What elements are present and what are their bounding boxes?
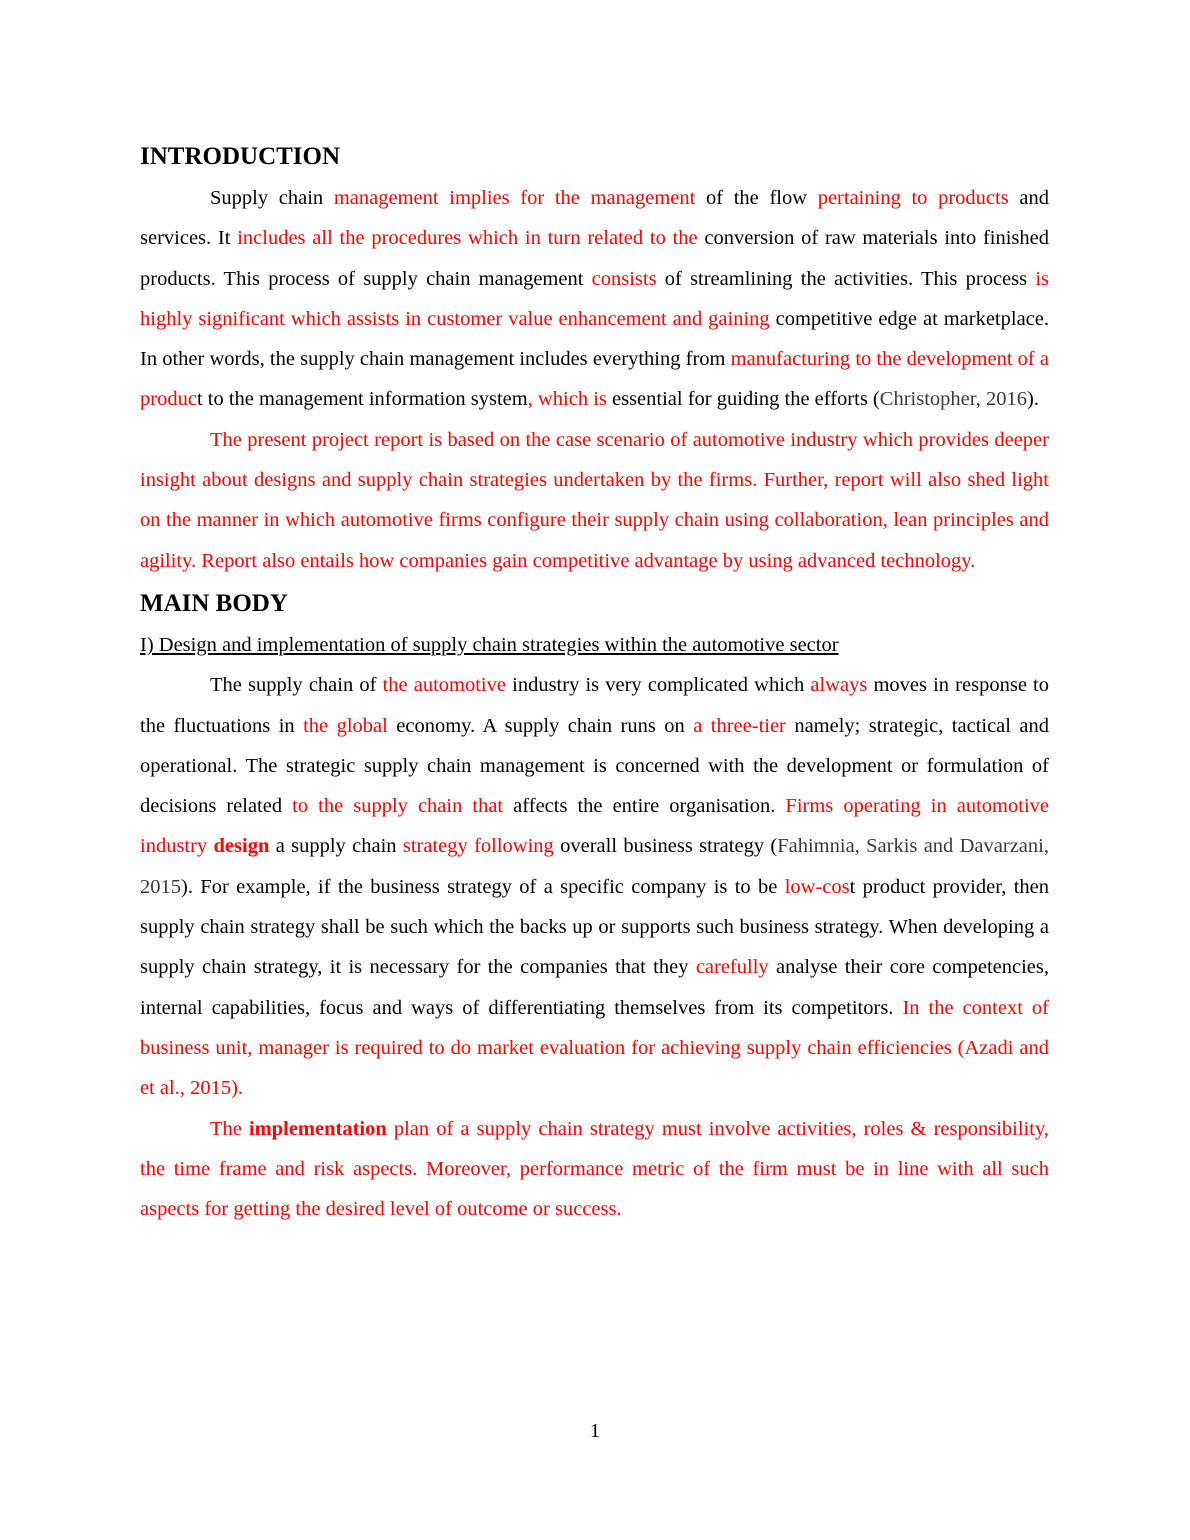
section-1-paragraph-2 (140, 1109, 1049, 1230)
text-run: always (810, 674, 868, 697)
text-run: ). (1027, 388, 1039, 411)
text-run: and services. It (140, 187, 1049, 250)
text-run: overall business strategy ( (553, 835, 778, 858)
text-run: strategy following (402, 835, 554, 858)
text-run: the automotive (382, 674, 506, 697)
text-run: t to the management information system (196, 388, 528, 411)
text-run: essential for guiding the efforts ( (606, 388, 880, 411)
text-run: carefully (695, 956, 769, 979)
text-run: moves in response to the fluctuations in (140, 674, 1049, 737)
text-run: namely; strategic, tactical and operational. The strategic supply chain management is concerned with the development or formulation of decisions related (140, 714, 1050, 818)
text-run: consists (591, 267, 657, 290)
text-run: manufacturing to the development of a produc (140, 348, 1049, 411)
introduction-heading: INTRODUCTION (140, 143, 341, 170)
text-run: Christopher, 2016 (879, 388, 1027, 411)
main-body-heading: MAIN BODY (140, 589, 288, 617)
text-run: The supply chain of (210, 674, 383, 697)
text-run: a three-tier (693, 714, 786, 737)
text-run: The present project report is based on the case scenario of automotive industry which provides deeper insight about designs and supply chain strategies undertaken by the firms. Further, report will also shed light on the manner in which automotive firms configure their supply chain using collaboration, lean principles and agility. Report also entails how companies gain competitive advantage by using advanced technology. (140, 428, 1049, 572)
text-run: ). For example, if the business strategy of a specific company is to be (181, 875, 785, 898)
text-run: analyse their core competencies, internal capabilities, focus and ways of differentiating themselves from its competitors. (140, 956, 1049, 1019)
text-run: design (213, 835, 270, 858)
text-run: plan of a supply chain strategy must involve activities, roles & responsibility, the time frame and risk aspects. Moreover, performance metric of the firm must be in line with all such aspects for getting the desired level of outcome or success. (140, 1117, 1049, 1221)
page-number: 1 (589, 1420, 601, 1442)
text-run: affects the entire organisation. (503, 795, 786, 818)
text-run: of streamlining the activities. This process (656, 267, 1036, 290)
text-run: The (210, 1117, 249, 1140)
text-run: to the supply chain that (292, 795, 504, 818)
text-run: implementation (248, 1117, 387, 1140)
introduction-paragraph-2 (140, 420, 1049, 581)
text-run: Firms operating in automotive industry (140, 795, 1049, 858)
document-page (140, 138, 1049, 1229)
text-run: In the context of business unit, manager is required to do market evaluation for achieving supply chain efficiencies (Azadi and et al., 2015). (140, 996, 1049, 1100)
text-run: Fahimnia, Sarkis and Davarzani, 2015 (140, 835, 1049, 898)
text-run: conversion of raw materials into finished products. This process of supply chain management (140, 227, 1050, 290)
text-run: low-cos (784, 875, 850, 898)
text-run: Supply chain (210, 187, 334, 209)
text-run: a supply chain (269, 835, 403, 858)
text-run: the global (303, 714, 388, 737)
text-run: includes all the procedures which in turn related to the (237, 227, 698, 250)
text-run: competitive edge at marketplace. In other words, the supply chain management includes everything from (140, 307, 1049, 371)
introduction-paragraph-1 (140, 178, 1049, 420)
section-1-title: I) Design and implementation of supply chain strategies within the automotive sector (140, 633, 839, 656)
section-1-paragraph-1 (140, 665, 1049, 1108)
text-run: pertaining to products (817, 187, 1009, 209)
text-run: management implies for the management (333, 187, 696, 209)
text-run: of the flow (695, 187, 818, 209)
text-run: t product provider, then supply chain strategy shall be such which the backs up or supports such business strategy. When developing a supply chain strategy, it is necessary for the companies that they (140, 875, 1049, 979)
text-run: industry is very complicated which (505, 674, 811, 697)
text-run: is highly significant which assists in customer value enhancement and gaining (140, 267, 1049, 330)
text-run: economy. A supply chain runs on (387, 714, 694, 737)
text-run: , which is (527, 388, 607, 411)
